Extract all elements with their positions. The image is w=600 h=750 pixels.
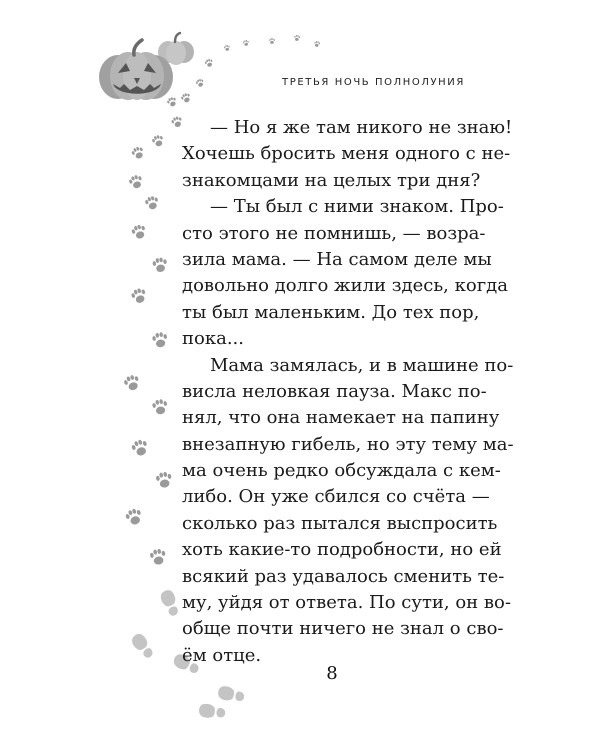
- shoe-print-icon: [217, 685, 246, 705]
- paw-print-icon: [180, 92, 192, 104]
- text-line: сто этого не помнишь, — возра-: [182, 222, 486, 244]
- text-line: му, уйдя от ответа. По сути, он во-: [182, 592, 511, 614]
- text-line: ма очень редко обсуждала с кем-: [182, 460, 501, 482]
- paw-print-icon: [166, 96, 178, 108]
- paw-print-icon: [151, 134, 165, 148]
- text-line: всякий раз удавалось сменить те-: [182, 565, 505, 587]
- paw-print-icon: [130, 287, 148, 305]
- paw-print-icon: [152, 257, 168, 273]
- paw-print-icon: [155, 471, 173, 489]
- paw-print-icon: [294, 35, 300, 41]
- text-line: либо. Он уже сбился со счёта —: [182, 486, 490, 508]
- paw-print-icon: [152, 331, 169, 348]
- text-line: внезапную гибель, но эту тему ма-: [182, 433, 514, 455]
- paw-print-icon: [224, 45, 231, 52]
- text-line: Мама замялась, и в машине по-: [210, 354, 514, 376]
- shoe-print-icon: [159, 588, 181, 618]
- text-line: — Ты был с ними знаком. Про-: [210, 196, 504, 218]
- text-line: хоть какие-то подробности, но ей: [182, 539, 502, 561]
- paw-print-icon: [269, 38, 275, 44]
- shoe-print-icon: [129, 631, 155, 661]
- text-line: нял, что она намекает на папину: [182, 407, 500, 429]
- paw-print-icon: [149, 548, 167, 566]
- text-line: довольно долго жили здесь, когда: [182, 275, 508, 297]
- text-line: Хочешь бросить меня одного с не-: [182, 143, 511, 165]
- paw-print-icon: [195, 78, 205, 88]
- text-line: зила мама. — На самом деле мы: [182, 248, 492, 270]
- paw-print-icon: [124, 507, 144, 527]
- paw-print-icon: [204, 58, 214, 68]
- shoe-print-icon: [198, 703, 226, 721]
- page-number: 8: [326, 663, 338, 684]
- paw-print-icon: [130, 438, 150, 458]
- running-title: ТРЕТЬЯ НОЧЬ ПОЛНОЛУНИЯ: [282, 77, 465, 88]
- text-line: — Но я же там никого не знаю!: [210, 117, 513, 138]
- paw-print-icon: [152, 398, 169, 415]
- text-line: знакомцами на целых три дня?: [182, 169, 481, 191]
- body-text: [182, 115, 514, 669]
- paw-print-icon: [130, 223, 147, 240]
- text-line: обще почти ничего не знал о сво-: [182, 618, 504, 640]
- text-line: висла неловкая пауза. Макс по-: [182, 380, 487, 402]
- paw-print-icon: [130, 145, 145, 160]
- paw-print-icon: [128, 174, 144, 190]
- paw-print-icon: [243, 40, 250, 47]
- text-line: ты был маленьким. До тех пор,: [182, 301, 480, 323]
- text-line: пока...: [182, 328, 244, 350]
- paw-print-icon: [123, 373, 142, 392]
- text-line: ём отце.: [182, 644, 262, 666]
- paw-print-icon: [144, 195, 160, 211]
- text-line: сколько раз пытался выспросить: [182, 512, 498, 534]
- paw-print-icon: [314, 41, 321, 48]
